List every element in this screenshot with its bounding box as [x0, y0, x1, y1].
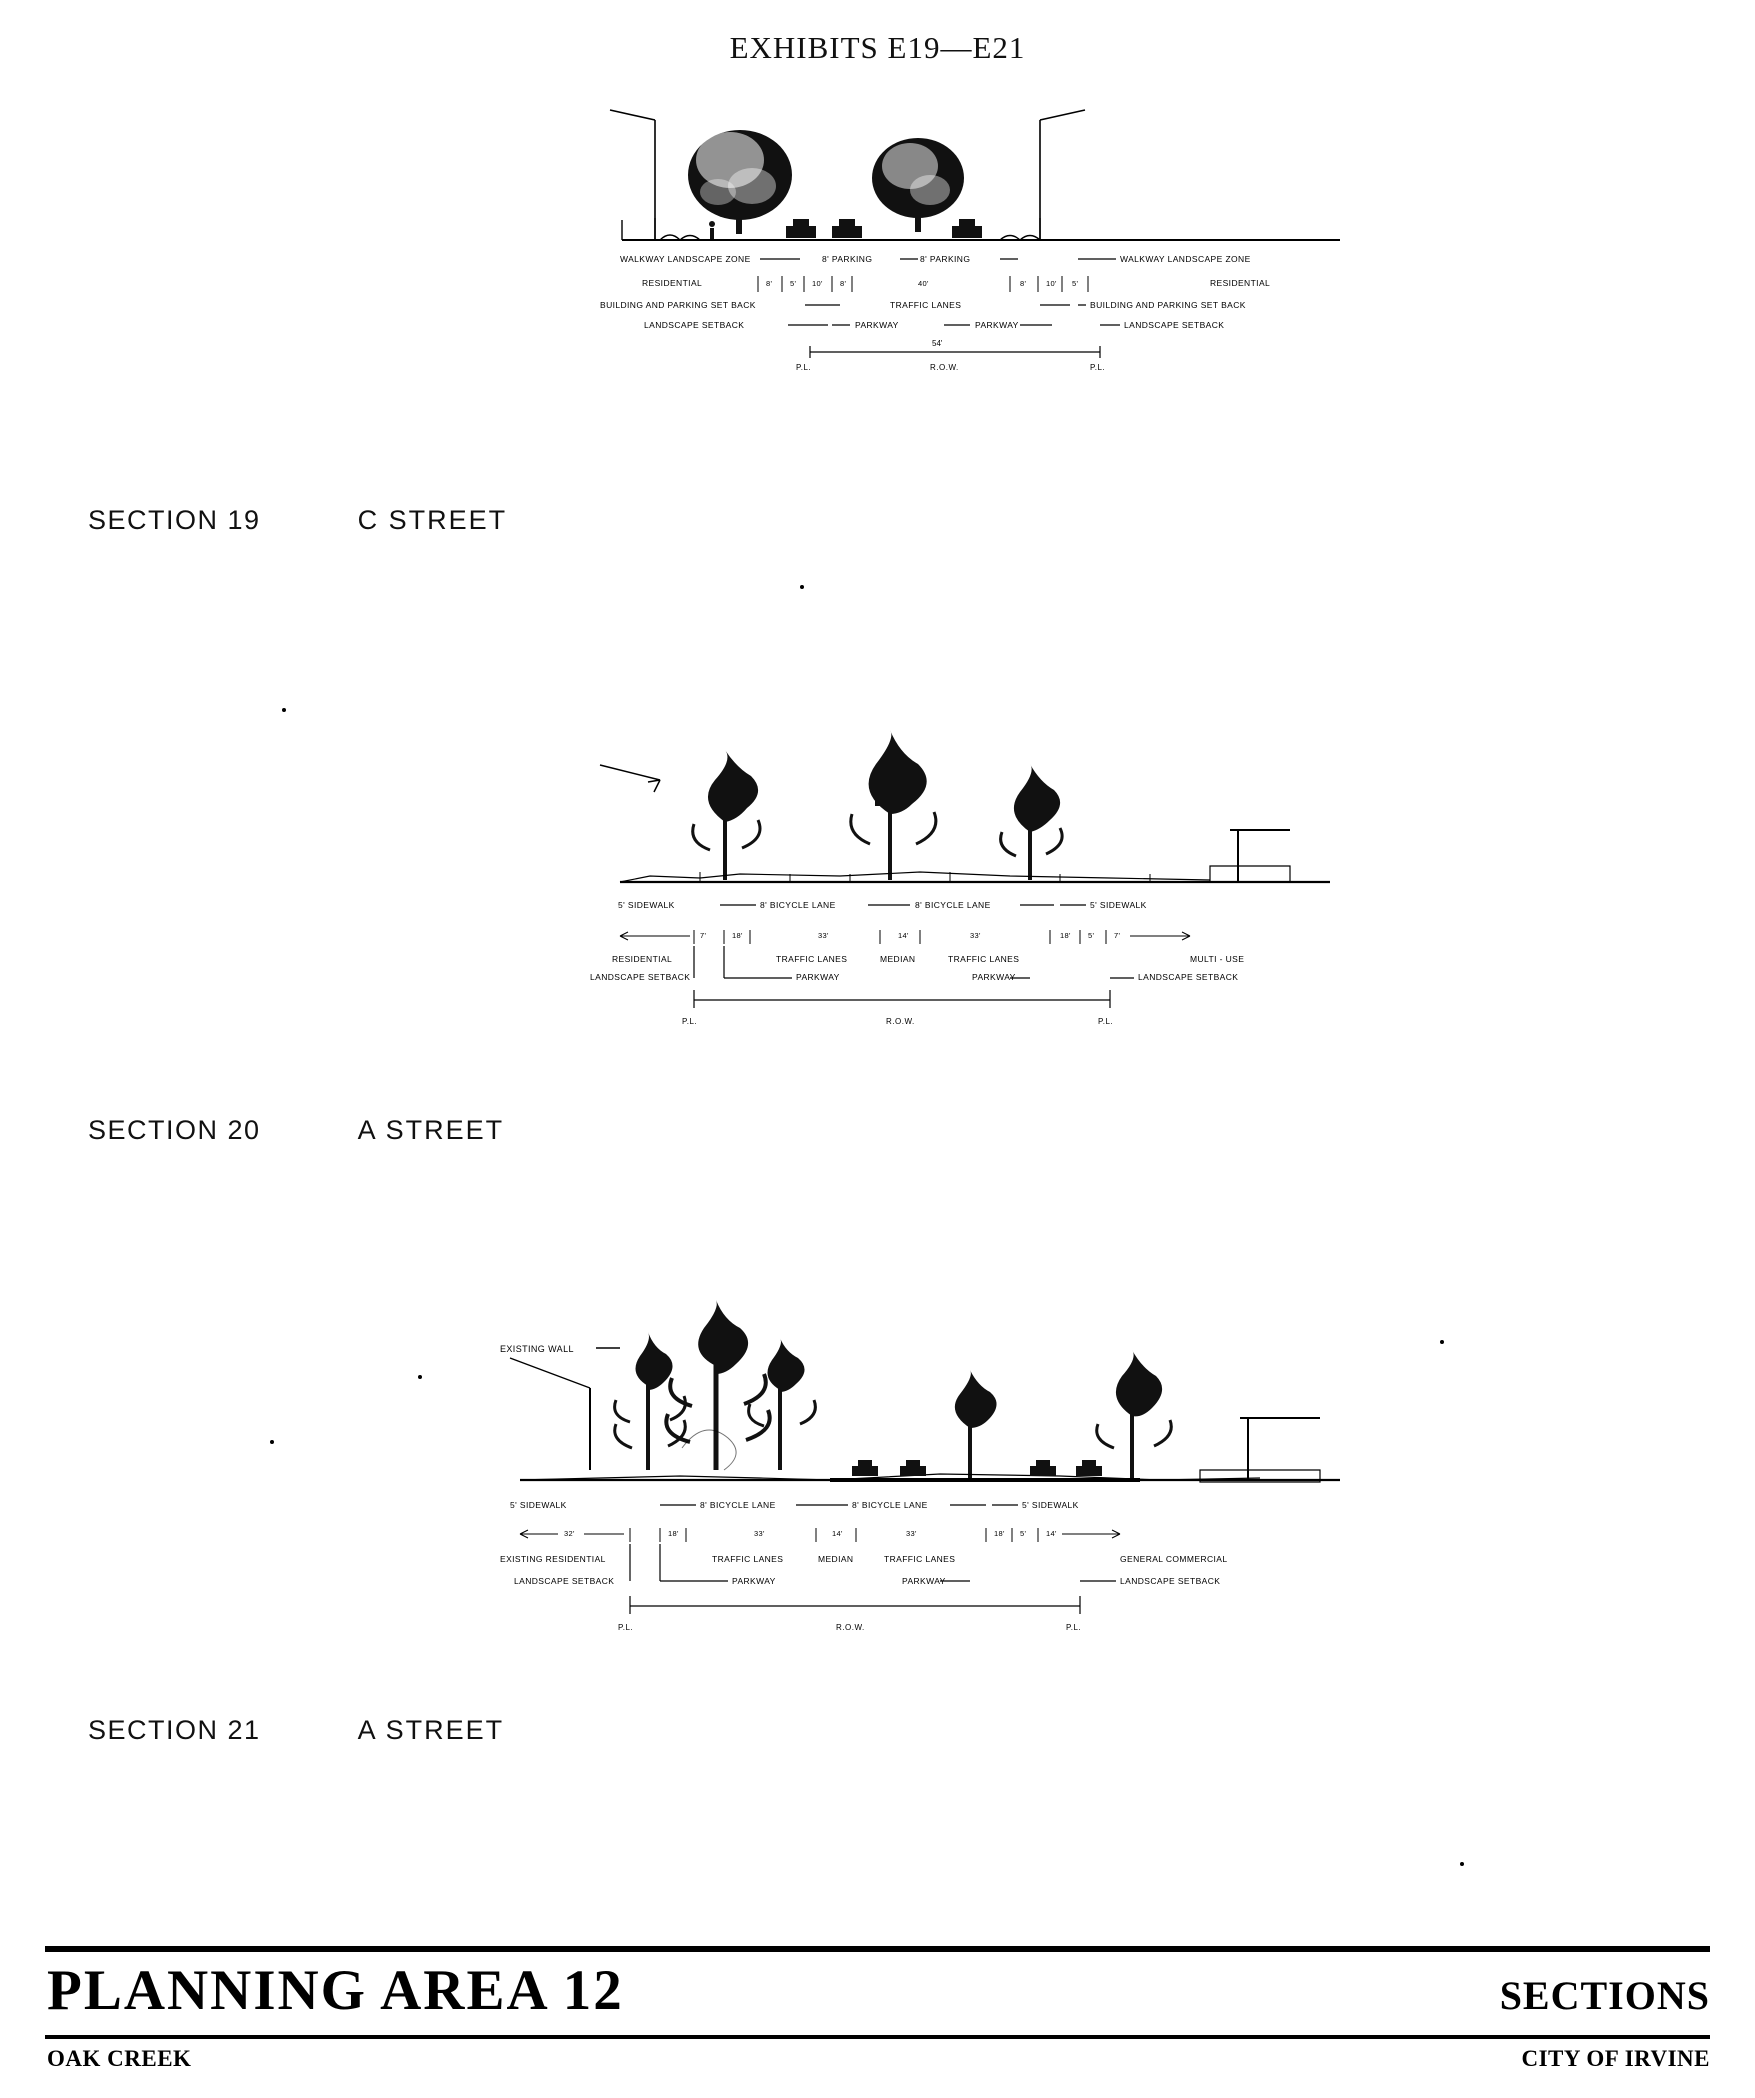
section-21-drawing [500, 1330, 1400, 1670]
dimension-label: 14' [832, 1529, 843, 1538]
zone-label: 5' SIDEWALK [1090, 900, 1147, 910]
section-19-drawing [600, 100, 1360, 372]
section-21-label [88, 1715, 504, 1746]
section-19-number: SECTION 19 [88, 505, 261, 535]
zone-label: 8' BICYCLE LANE [700, 1500, 776, 1510]
tree-icon [749, 1338, 816, 1470]
dimension-label: 18' [732, 931, 743, 940]
row-marker: P.L. [1090, 363, 1106, 372]
landscape-label: LANDSCAPE SETBACK [1120, 1576, 1221, 1586]
dimension-label: 7' [700, 931, 707, 940]
use-label: EXISTING RESIDENTIAL [500, 1554, 606, 1564]
use-label: RESIDENTIAL [642, 278, 703, 288]
dimension-label: 5' [790, 279, 797, 288]
zone-label: 8' PARKING [920, 254, 971, 264]
dimension-label: 8' [1020, 279, 1027, 288]
zone-label: 5' SIDEWALK [618, 900, 675, 910]
section-19-street: C STREET [357, 505, 508, 535]
pedestrian-icon [709, 221, 715, 239]
dimension-label: 8' [840, 279, 847, 288]
tree-icon [615, 1332, 686, 1470]
zone-label: 8' BICYCLE LANE [852, 1500, 928, 1510]
dimension-label: 18' [668, 1529, 679, 1538]
exhibit-header: EXHIBITS E19—E21 [729, 30, 1026, 65]
footer-right-title: SECTIONS [1499, 1973, 1710, 2018]
section-20-street: A STREET [357, 1115, 505, 1145]
section-20-drawing [590, 740, 1390, 1040]
use-label: RESIDENTIAL [612, 954, 673, 964]
dimension-label: 40' [918, 279, 929, 288]
scan-speck [800, 585, 804, 589]
center-label: TRAFFIC LANES [884, 1554, 956, 1564]
center-label: TRAFFIC LANES [890, 300, 962, 310]
row-marker: P.L. [618, 1623, 634, 1632]
zone-label: WALKWAY LANDSCAPE ZONE [1120, 254, 1251, 264]
dimension-label: 10' [1046, 279, 1057, 288]
parkway-label: PARKWAY [975, 320, 1019, 330]
dimension-label: 33' [906, 1529, 917, 1538]
dimension-label: 14' [898, 931, 909, 940]
dimension-label: 10' [812, 279, 823, 288]
scan-speck [1440, 1340, 1444, 1344]
parkway-label: PARKWAY [796, 972, 840, 982]
row-marker: P.L. [682, 1017, 698, 1026]
row-marker: P.L. [1098, 1017, 1114, 1026]
center-label: TRAFFIC LANES [948, 954, 1020, 964]
existing-wall-callout: EXISTING WALL [500, 1344, 574, 1354]
landscape-label: LANDSCAPE SETBACK [644, 320, 745, 330]
landscape-label: LANDSCAPE SETBACK [514, 1576, 615, 1586]
tree-icon [688, 130, 792, 234]
row-width-label: 54' [932, 339, 943, 348]
parkway-label: PARKWAY [972, 972, 1016, 982]
landscape-label: LANDSCAPE SETBACK [590, 972, 691, 982]
parkway-label: PARKWAY [902, 1576, 946, 1586]
footer-subtitle: OAK CREEK [47, 2046, 192, 2071]
section-21-number: SECTION 21 [88, 1715, 261, 1745]
center-label: MEDIAN [880, 954, 916, 964]
parkway-label: PARKWAY [732, 1576, 776, 1586]
row-marker: R.O.W. [930, 363, 959, 372]
tree-icon [955, 1370, 997, 1478]
scan-speck [418, 1375, 422, 1379]
center-label: TRAFFIC LANES [712, 1554, 784, 1564]
landscape-label: LANDSCAPE SETBACK [1124, 320, 1225, 330]
vehicle-icon [852, 1460, 1102, 1476]
dimension-label: 33' [818, 931, 829, 940]
center-label: TRAFFIC LANES [776, 954, 848, 964]
section-20-label [88, 1115, 504, 1146]
use-label: GENERAL COMMERCIAL [1120, 1554, 1228, 1564]
zone-label: 8' PARKING [822, 254, 873, 264]
setback-label: BUILDING AND PARKING SET BACK [1090, 300, 1246, 310]
use-label: MULTI - USE [1190, 954, 1245, 964]
setback-label: BUILDING AND PARKING SET BACK [600, 300, 756, 310]
zone-label: WALKWAY LANDSCAPE ZONE [620, 254, 751, 264]
dimension-label: 33' [970, 931, 981, 940]
section-19-cross-section [600, 100, 1360, 372]
row-marker: P.L. [796, 363, 812, 372]
scan-speck [1460, 1862, 1464, 1866]
dimension-label: 5' [1020, 1529, 1027, 1538]
tree-icon [1097, 1350, 1172, 1478]
use-label: RESIDENTIAL [1210, 278, 1271, 288]
section-21-cross-section [500, 1330, 1400, 1670]
dimension-label: 18' [994, 1529, 1005, 1538]
center-label: MEDIAN [818, 1554, 854, 1564]
dimension-label: 33' [754, 1529, 765, 1538]
dimension-label: 18' [1060, 931, 1071, 940]
section-19-label [88, 505, 507, 536]
parkway-label: PARKWAY [855, 320, 899, 330]
scan-speck [282, 708, 286, 712]
dimension-label: 7' [1114, 931, 1121, 940]
vehicle-icon [786, 219, 982, 238]
tree-icon [693, 750, 760, 880]
footer-right-subtitle: CITY OF IRVINE [1521, 2046, 1710, 2071]
footer-title: PLANNING AREA 12 [47, 1959, 624, 2022]
section-21-street: A STREET [357, 1715, 505, 1745]
dimension-label: 32' [564, 1529, 575, 1538]
row-marker: P.L. [1066, 1623, 1082, 1632]
row-marker: R.O.W. [836, 1623, 865, 1632]
dimension-label: 8' [766, 279, 773, 288]
zone-label: 5' SIDEWALK [510, 1500, 567, 1510]
tree-icon [666, 1300, 769, 1470]
section-20-number: SECTION 20 [88, 1115, 261, 1145]
dimension-label: 14' [1046, 1529, 1057, 1538]
landscape-label: LANDSCAPE SETBACK [1138, 972, 1239, 982]
dimension-label: 5' [1088, 931, 1095, 940]
footer-top-rule [45, 1946, 1710, 1952]
footer-bottom-rule [45, 2035, 1710, 2039]
tree-icon [851, 730, 936, 880]
section-20-cross-section [590, 740, 1390, 1040]
scan-speck [270, 1440, 274, 1444]
zone-label: 8' BICYCLE LANE [760, 900, 836, 910]
tree-icon [1001, 764, 1063, 880]
dimension-label: 5' [1072, 279, 1079, 288]
zone-label: 8' BICYCLE LANE [915, 900, 991, 910]
tree-icon [872, 138, 964, 232]
row-marker: R.O.W. [886, 1017, 915, 1026]
zone-label: 5' SIDEWALK [1022, 1500, 1079, 1510]
